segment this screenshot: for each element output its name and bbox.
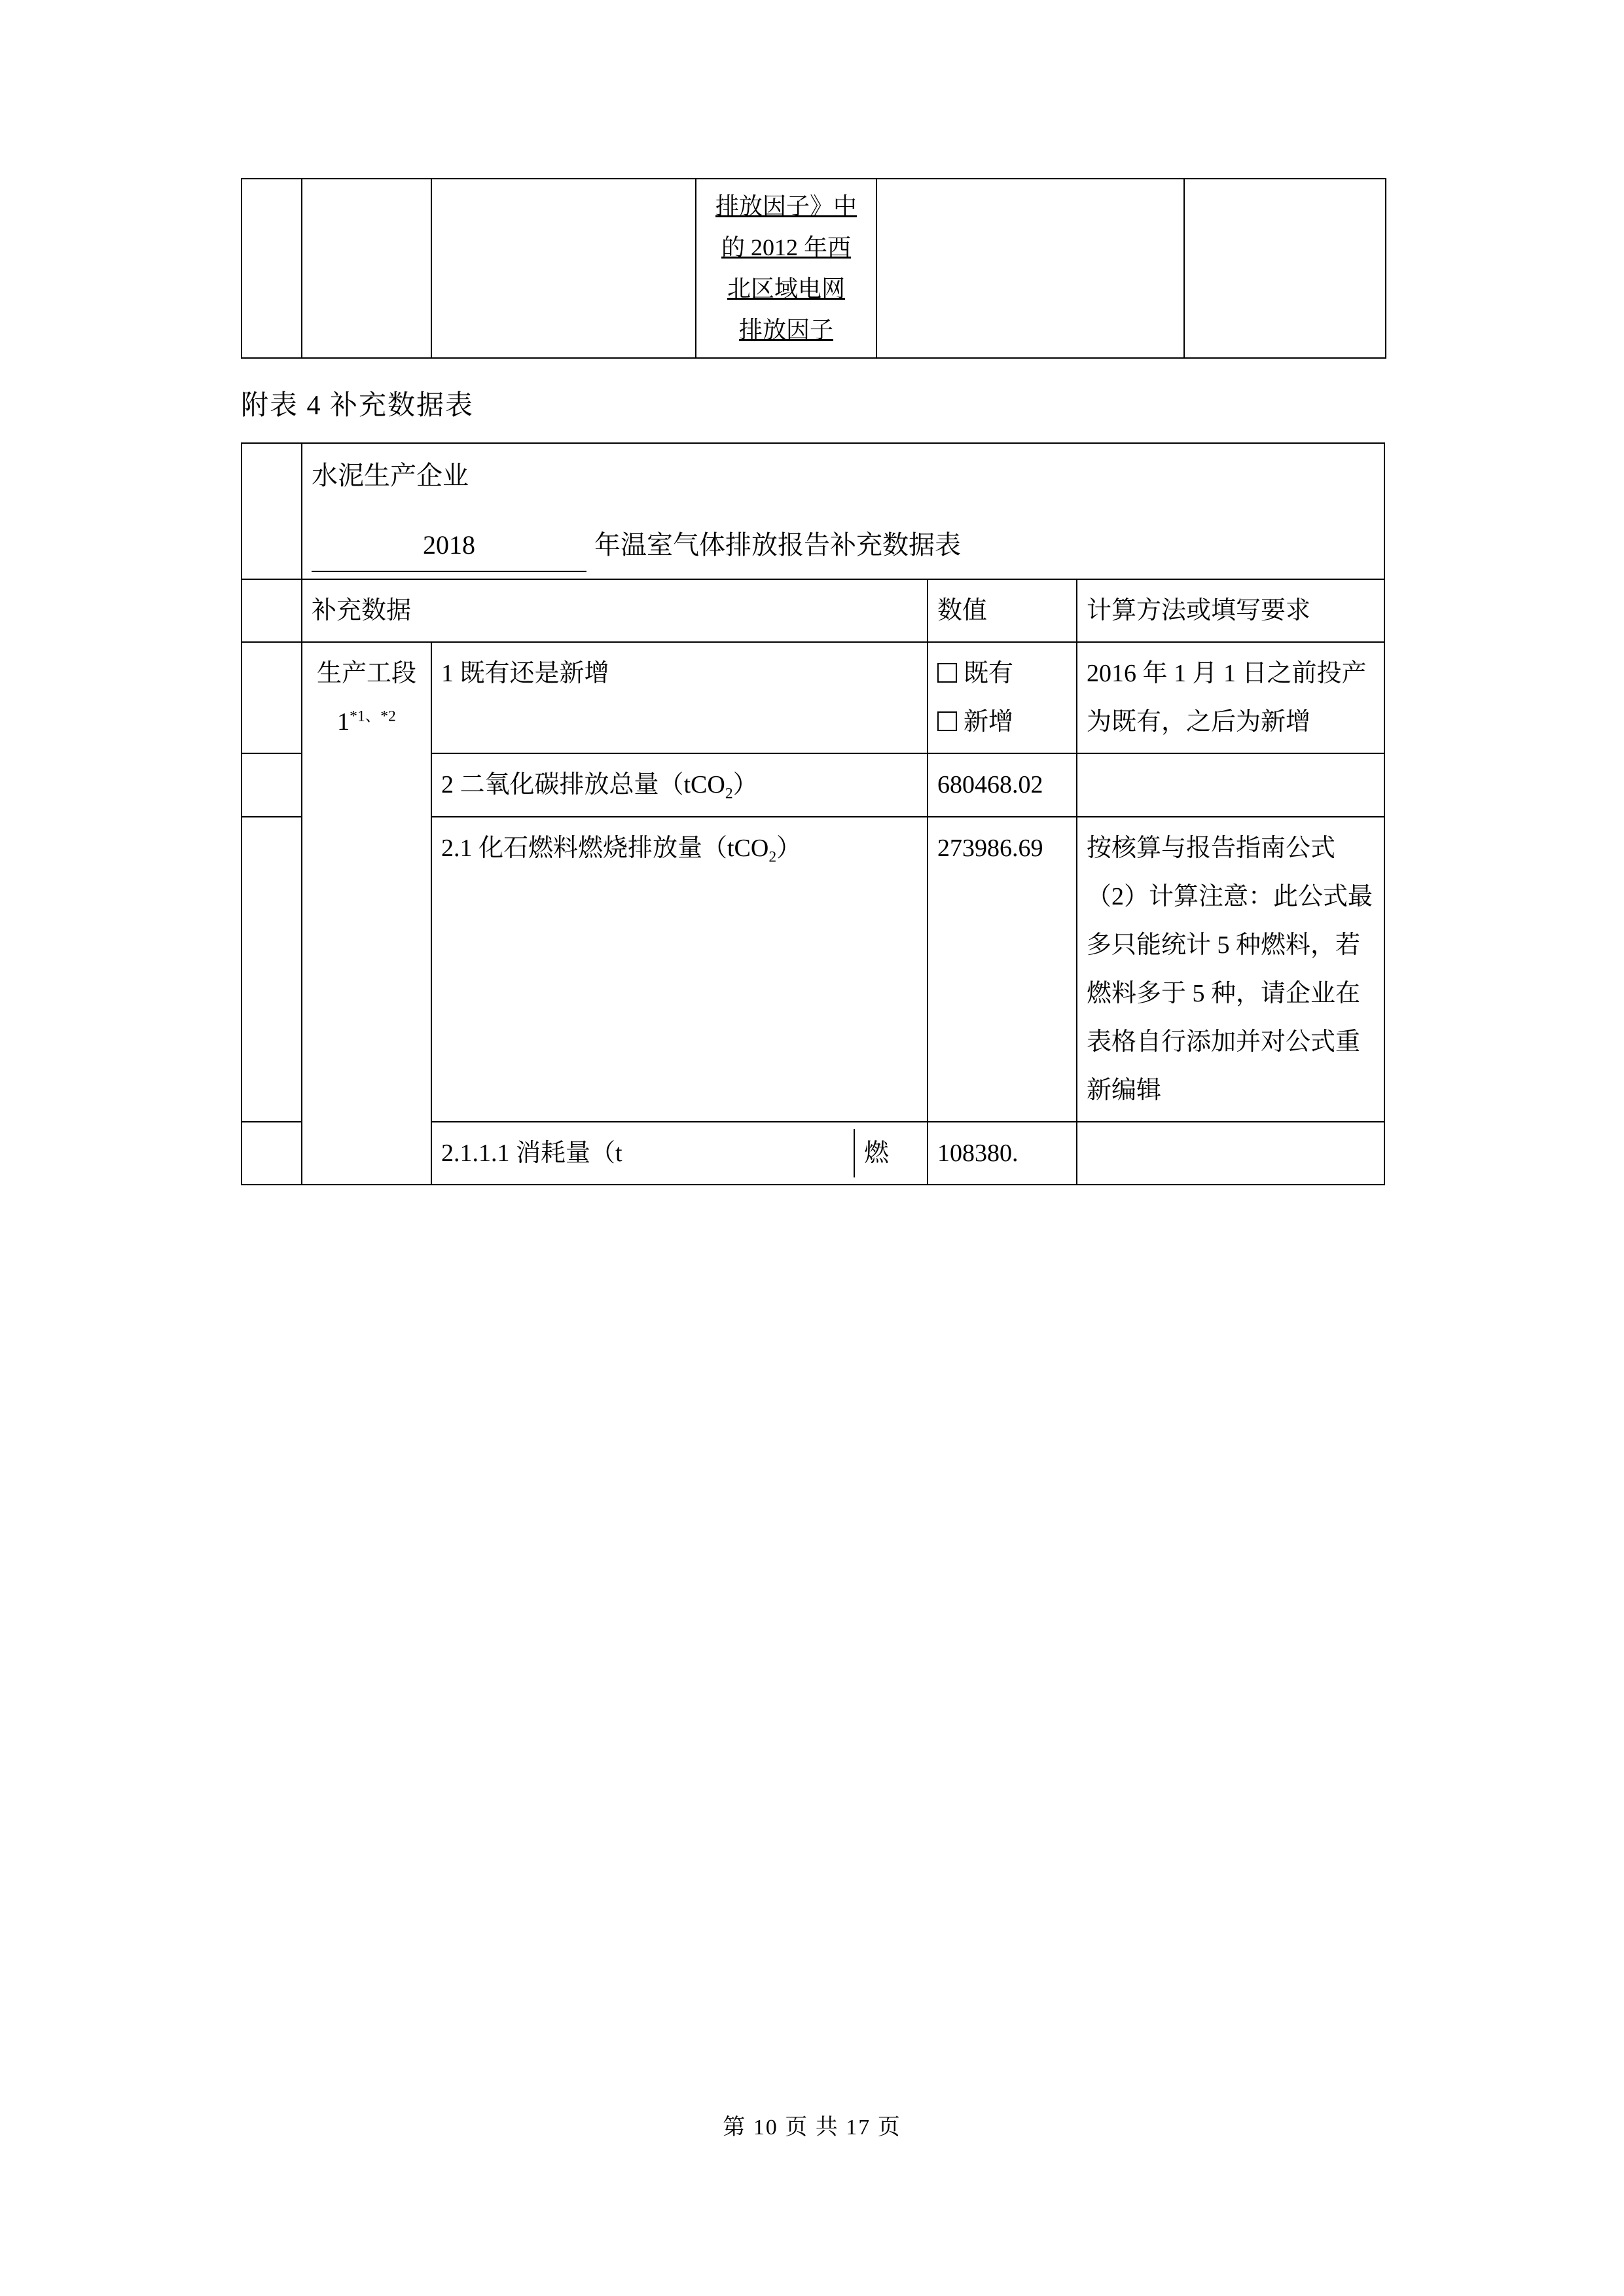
checkbox-icon[interactable] bbox=[937, 711, 957, 731]
ef-line-2: 的 2012 年西 bbox=[721, 234, 851, 260]
checkbox-icon[interactable] bbox=[937, 663, 957, 683]
cell-empty-5 bbox=[1184, 179, 1386, 358]
row4-value[interactable]: 108380. bbox=[928, 1122, 1077, 1185]
row3-method: 按核算与报告指南公式（2）计算注意：此公式最多只能统计 5 种燃料，若燃料多于 5 种，请企业在表格自行添加并对公式重新编辑 bbox=[1077, 817, 1384, 1122]
title-company-type: 水泥生产企业 bbox=[312, 461, 469, 490]
row1-value-checkboxes[interactable] bbox=[928, 642, 1077, 753]
row1-method: 2016 年 1 月 1 日之前投产为既有，之后为新增 bbox=[1077, 642, 1384, 753]
year-input[interactable]: 2018 bbox=[312, 520, 586, 572]
cell-empty-1 bbox=[242, 179, 302, 358]
row2-value[interactable]: 680468.02 bbox=[928, 753, 1077, 817]
row3-value[interactable]: 273986.69 bbox=[928, 817, 1077, 1122]
section-label-production-stage bbox=[302, 642, 431, 1185]
ef-line-1: 排放因子》中 bbox=[715, 193, 857, 219]
row2-item: 2 二氧化碳排放总量（tCO$_2$） bbox=[431, 753, 928, 817]
cell-spacer-r4 bbox=[242, 1122, 302, 1185]
cell-spacer-header bbox=[242, 579, 302, 642]
row4-split bbox=[441, 1129, 927, 1177]
section-label-text: 生产工段 1 bbox=[316, 660, 416, 736]
section-label-sup: *1、*2 bbox=[350, 708, 396, 725]
cell-emission-factor-text bbox=[696, 179, 876, 358]
checkbox-new[interactable] bbox=[937, 698, 1067, 746]
ef-line-3: 北区域电网 bbox=[727, 276, 845, 302]
checkbox-existing-label: 既有 bbox=[964, 660, 1014, 688]
cell-report-title bbox=[302, 443, 1384, 579]
row4-item: 2.1.1.1 消耗量（t bbox=[441, 1139, 623, 1168]
checkbox-existing[interactable] bbox=[937, 649, 1067, 698]
checkbox-new-label: 新增 bbox=[964, 708, 1014, 736]
cell-spacer-r1 bbox=[242, 642, 302, 753]
row4-item-right: 燃 bbox=[854, 1129, 927, 1177]
row2-method bbox=[1077, 753, 1384, 817]
cell-empty-3 bbox=[431, 179, 696, 358]
table-row-1 bbox=[242, 642, 1384, 753]
row1-item: 1 既有还是新增 bbox=[431, 642, 928, 753]
cell-spacer-title bbox=[242, 443, 302, 579]
cell-spacer-r3 bbox=[242, 817, 302, 1122]
header-item: 补充数据 bbox=[302, 579, 928, 642]
table-caption: 附表 4 补充数据表 bbox=[241, 391, 475, 421]
cell-empty-4 bbox=[876, 179, 1184, 358]
row4-item-cell bbox=[431, 1122, 928, 1185]
table-row bbox=[242, 179, 1386, 358]
title-suffix: 年温室气体排放报告补充数据表 bbox=[594, 530, 961, 560]
page-footer: 第 10 页 共 17 页 bbox=[723, 2115, 901, 2140]
title-year-line bbox=[312, 520, 1375, 572]
header-value: 数值 bbox=[928, 579, 1077, 642]
ef-line-4: 排放因子 bbox=[738, 317, 833, 343]
cell-spacer-r2 bbox=[242, 753, 302, 817]
table-row-title bbox=[242, 443, 1384, 579]
continued-table bbox=[241, 178, 1386, 359]
supplementary-data-table bbox=[241, 442, 1385, 1185]
table-row-header bbox=[242, 579, 1384, 642]
cell-empty-2 bbox=[302, 179, 431, 358]
row3-item: 2.1 化石燃料燃烧排放量（tCO$_2$） bbox=[431, 817, 928, 1122]
header-method: 计算方法或填写要求 bbox=[1077, 579, 1384, 642]
row4-method bbox=[1077, 1122, 1384, 1185]
